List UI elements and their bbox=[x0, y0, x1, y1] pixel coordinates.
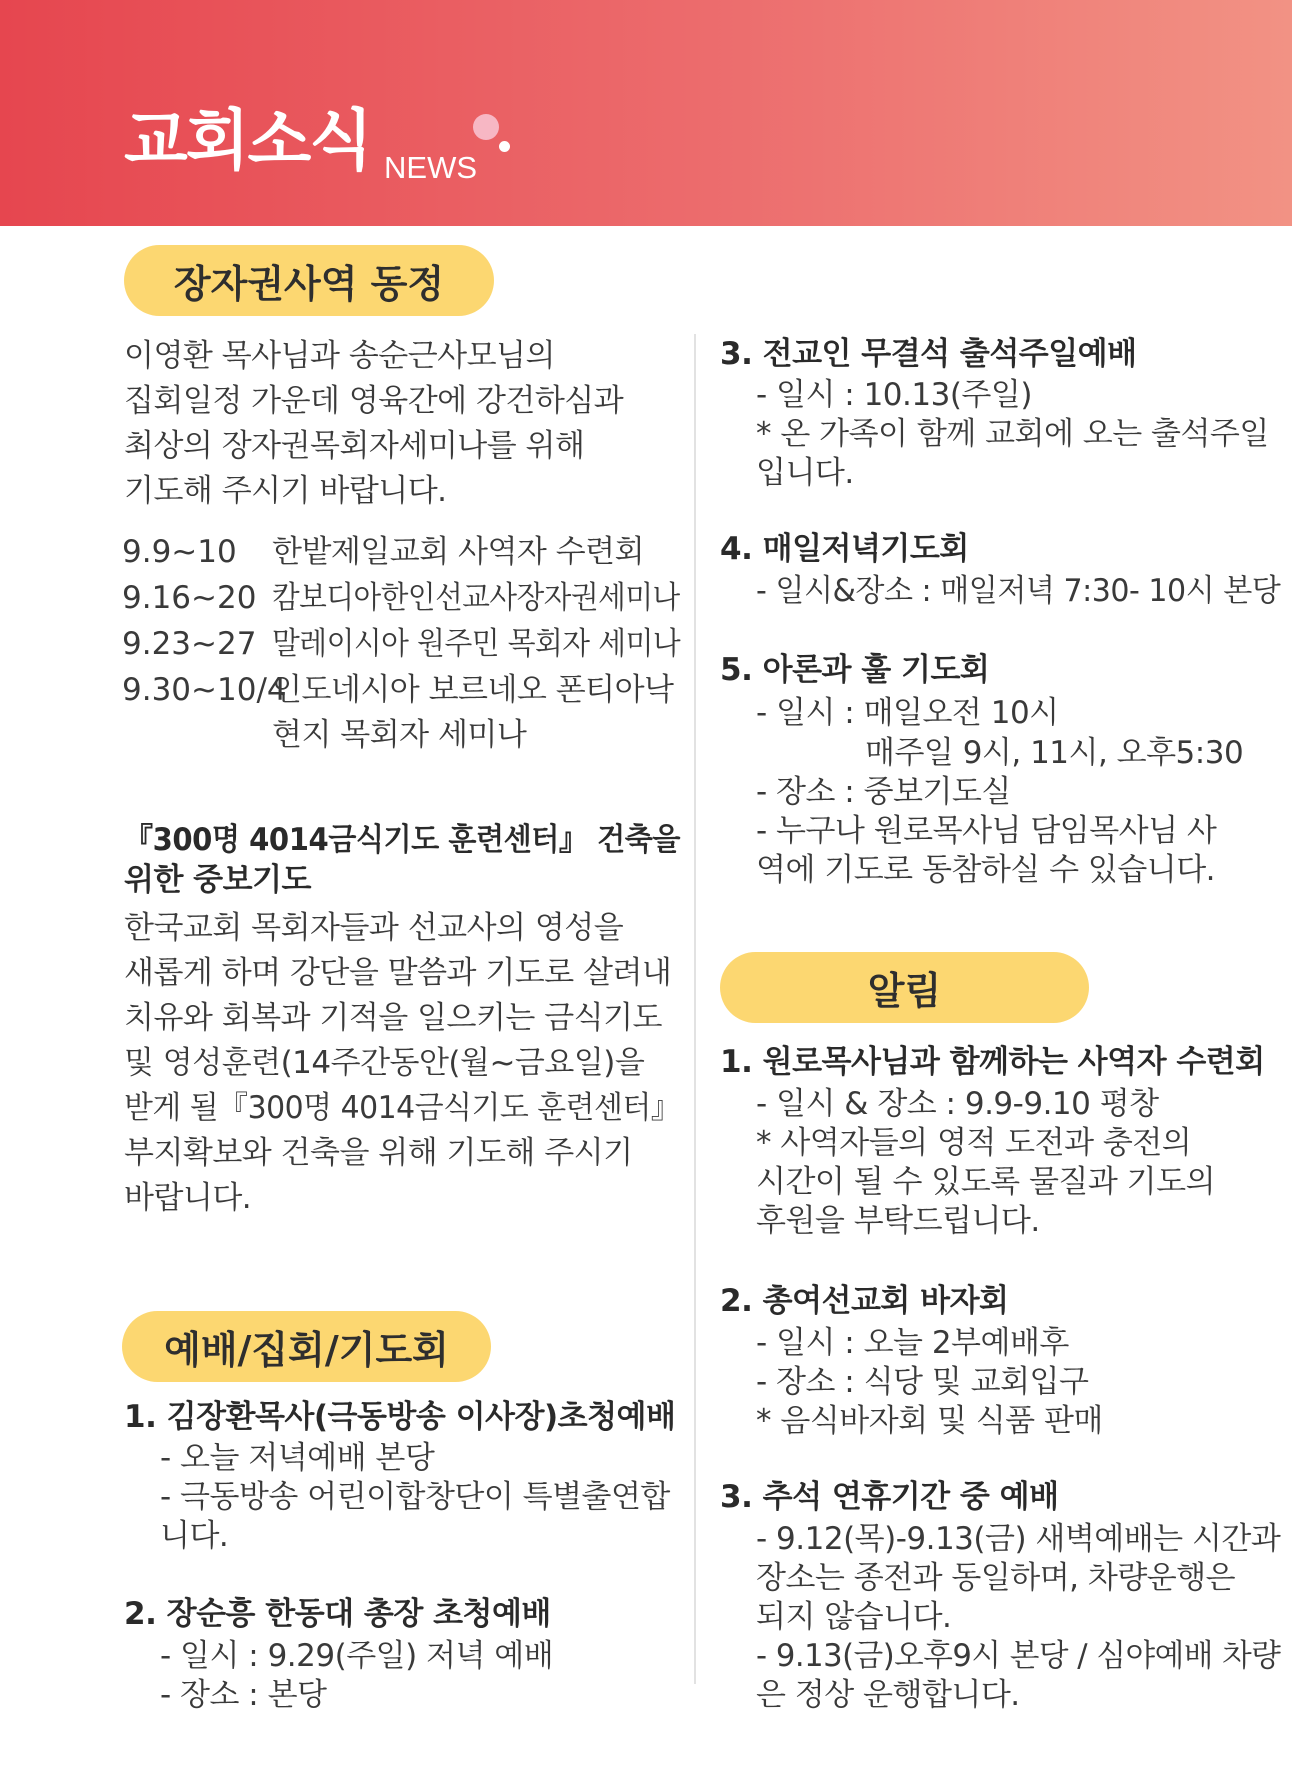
right-item-line: - 일시 : 10.13(주일) bbox=[756, 377, 1032, 413]
notice-item-line: * 사역자들의 영적 도전과 충전의 bbox=[756, 1125, 1192, 1161]
notice-item-heading: 1. 원로목사님과 함께하는 사역자 수련회 bbox=[720, 1044, 1265, 1080]
prayer-body-line: 부지확보와 건축을 위해 기도해 주시기 bbox=[124, 1135, 633, 1171]
notice-item-line: 후원을 부탁드립니다. bbox=[756, 1203, 1040, 1239]
prayer-body-line: 치유와 회복과 기적을 일으키는 금식기도 bbox=[124, 1000, 662, 1036]
notice-item-line: - 9.12(목)-9.13(금) 새벽예배는 시간과 bbox=[756, 1521, 1281, 1557]
page-title: 교회소식 bbox=[124, 102, 372, 179]
prayer-heading: 위한 중보기도 bbox=[124, 862, 311, 898]
section-pill-worship: 예배/집회/기도회 bbox=[122, 1311, 491, 1382]
worship-item-heading: 1. 김장환목사(극동방송 이사장)초청예배 bbox=[124, 1399, 676, 1435]
notice-item-line: - 일시 : 오늘 2부예배후 bbox=[756, 1325, 1069, 1361]
right-item-line: 역에 기도로 동참하실 수 있습니다. bbox=[756, 852, 1216, 888]
schedule-date: 9.30~10/4 bbox=[122, 672, 287, 708]
page-subtitle: NEWS bbox=[384, 150, 477, 185]
right-item-line: 매주일 9시, 11시, 오후5:30 bbox=[865, 735, 1244, 771]
worship-item-line: - 일시 : 9.29(주일) 저녁 예배 bbox=[160, 1638, 554, 1674]
schedule-event: 인도네시아 보르네오 폰티아낙 bbox=[272, 672, 674, 708]
notice-item-line: 되지 않습니다. bbox=[756, 1599, 952, 1635]
prayer-body-line: 새롭게 하며 강단을 말씀과 기도로 살려내 bbox=[124, 955, 672, 991]
worship-item-line: - 장소 : 본당 bbox=[160, 1677, 327, 1713]
worship-item-line: 니다. bbox=[160, 1518, 229, 1554]
decorative-dot-icon bbox=[473, 114, 499, 140]
intro-line: 최상의 장자권목회자세미나를 위해 bbox=[124, 428, 585, 464]
notice-item-line: 은 정상 운행합니다. bbox=[756, 1677, 1020, 1713]
notice-item-line: 시간이 될 수 있도록 물질과 기도의 bbox=[756, 1164, 1216, 1200]
schedule-date: 9.23~27 bbox=[122, 626, 257, 662]
right-item-line: * 온 가족이 함께 교회에 오는 출석주일 bbox=[756, 416, 1269, 452]
right-item-heading: 4. 매일저녁기도회 bbox=[720, 531, 969, 567]
schedule-event: 캄보디아한인선교사장자권세미나 bbox=[272, 580, 680, 616]
notice-item-line: * 음식바자회 및 식품 판매 bbox=[756, 1403, 1103, 1439]
right-item-line: 입니다. bbox=[756, 455, 854, 491]
notice-item-line: 장소는 종전과 동일하며, 차량운행은 bbox=[756, 1560, 1236, 1596]
worship-item-heading: 2. 장순흥 한동대 총장 초청예배 bbox=[124, 1596, 551, 1632]
right-item-heading: 5. 아론과 훌 기도회 bbox=[720, 652, 990, 688]
schedule-date: 9.16~20 bbox=[122, 580, 257, 616]
worship-item-line: - 오늘 저녁예배 본당 bbox=[160, 1440, 435, 1476]
right-item-heading: 3. 전교인 무결석 출석주일예배 bbox=[720, 336, 1137, 372]
schedule-event: 말레이시아 원주민 목회자 세미나 bbox=[272, 626, 681, 662]
prayer-body-line: 받게 될『300명 4014금식기도 훈련센터』 bbox=[124, 1090, 681, 1126]
schedule-event: 한밭제일교회 사역자 수련회 bbox=[272, 534, 645, 570]
decorative-dot-small-icon bbox=[499, 141, 510, 152]
worship-item-line: - 극동방송 어린이합창단이 특별출연합 bbox=[160, 1479, 670, 1515]
intro-line: 기도해 주시기 바랍니다. bbox=[124, 473, 447, 509]
notice-item-line: - 9.13(금)오후9시 본당 / 심야예배 차량 bbox=[756, 1638, 1281, 1674]
prayer-body-line: 한국교회 목회자들과 선교사의 영성을 bbox=[124, 910, 624, 946]
column-divider bbox=[694, 334, 696, 1684]
intro-line: 집회일정 가운데 영육간에 강건하심과 bbox=[124, 383, 624, 419]
notice-item-heading: 3. 추석 연휴기간 중 예배 bbox=[720, 1479, 1059, 1515]
prayer-body-line: 바랍니다. bbox=[124, 1180, 252, 1216]
notice-item-heading: 2. 총여선교회 바자회 bbox=[720, 1283, 1009, 1319]
right-item-line: - 장소 : 중보기도실 bbox=[756, 774, 1011, 810]
right-item-line: - 누구나 원로목사님 담임목사님 사 bbox=[756, 813, 1217, 849]
section-pill-notice: 알림 bbox=[720, 952, 1089, 1023]
right-item-line: - 일시 : 매일오전 10시 bbox=[756, 695, 1059, 731]
prayer-heading: 『300명 4014금식기도 훈련센터』 건축을 bbox=[124, 822, 680, 858]
prayer-body-line: 및 영성훈련(14주간동안(월~금요일)을 bbox=[124, 1045, 645, 1081]
schedule-event: 현지 목회자 세미나 bbox=[272, 717, 527, 753]
notice-item-line: - 장소 : 식당 및 교회입구 bbox=[756, 1364, 1089, 1400]
schedule-date: 9.9~10 bbox=[122, 534, 237, 570]
right-item-line: - 일시&장소 : 매일저녁 7:30- 10시 본당 bbox=[756, 573, 1281, 609]
notice-item-line: - 일시 & 장소 : 9.9-9.10 평창 bbox=[756, 1086, 1159, 1122]
intro-line: 이영환 목사님과 송순근사모님의 bbox=[124, 338, 555, 374]
section-pill-ministry: 장자권사역 동정 bbox=[124, 245, 494, 316]
